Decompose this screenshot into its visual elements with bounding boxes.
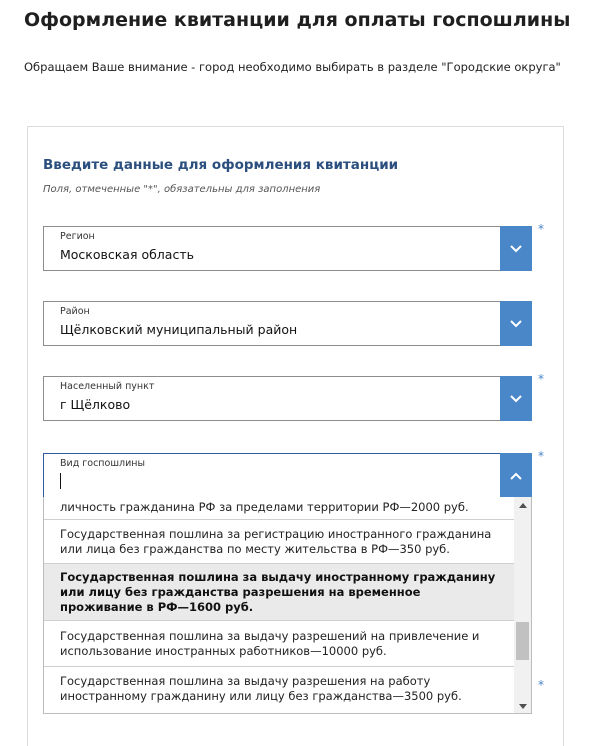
page-title: Оформление квитанции для оплаты госпошлины xyxy=(24,9,571,31)
locality-select[interactable] xyxy=(43,376,532,421)
dropdown-option-text: Государственная пошлина за регистрацию иностранного гражданина или лица без гражданства по месту жительства в РФ—350 руб. xyxy=(60,527,492,556)
fee-type-label: Вид госпошлины xyxy=(60,458,145,469)
dropdown-option-text: Государственная пошлина за выдачу разрешений на привлечение и использование иностранных работников—10000 руб. xyxy=(60,629,480,658)
chevron-down-icon xyxy=(510,320,522,328)
dropdown-option[interactable] xyxy=(44,520,514,564)
chevron-down-icon xyxy=(510,245,522,253)
chevron-down-icon xyxy=(510,395,522,403)
form-heading: Введите данные для оформления квитанции xyxy=(43,157,399,173)
notice-text: Обращаем Ваше внимание - город необходимо выбирать в разделе "Городские округа" xyxy=(24,60,561,74)
fee-type-dropdown-list[interactable] xyxy=(43,497,532,714)
locality-dropdown-button[interactable] xyxy=(500,376,532,421)
locality-label: Населенный пункт xyxy=(60,381,155,392)
scroll-down-arrow-icon[interactable] xyxy=(514,698,531,714)
dropdown-option-text: личность гражданина РФ за пределами территории РФ—2000 руб. xyxy=(60,500,469,514)
district-value: Щёлковский муниципальный район xyxy=(60,322,298,337)
region-required-mark: * xyxy=(538,222,544,236)
fee-type-select[interactable] xyxy=(43,453,532,498)
scrollbar-thumb[interactable] xyxy=(516,622,529,660)
district-label: Район xyxy=(60,306,90,317)
fee-type-required-mark: * xyxy=(538,449,544,463)
next-field-required-mark: * xyxy=(538,678,544,692)
text-caret xyxy=(60,473,61,489)
district-select[interactable] xyxy=(43,301,532,346)
region-label: Регион xyxy=(60,231,95,242)
locality-value: г Щёлково xyxy=(60,397,131,412)
region-dropdown-button[interactable] xyxy=(500,226,532,271)
locality-required-mark: * xyxy=(538,372,544,386)
dropdown-option[interactable] xyxy=(44,667,514,714)
dropdown-scrollbar[interactable] xyxy=(514,497,531,714)
dropdown-option-text: Государственная пошлина за выдачу разрешения на работу иностранному гражданину или лицу без гражданства—3500 руб. xyxy=(60,674,462,703)
region-value: Московская область xyxy=(60,247,194,262)
chevron-up-icon xyxy=(510,472,522,480)
region-select[interactable] xyxy=(43,226,532,271)
fee-type-dropdown-button[interactable] xyxy=(500,453,532,498)
district-dropdown-button[interactable] xyxy=(500,301,532,346)
scroll-up-arrow-icon[interactable] xyxy=(514,497,531,513)
required-hint: Поля, отмеченные "*", обязательны для заполнения xyxy=(43,184,321,195)
dropdown-option-highlighted[interactable] xyxy=(44,564,514,621)
dropdown-option[interactable] xyxy=(44,621,514,667)
dropdown-option[interactable] xyxy=(44,497,514,520)
dropdown-option-text: Государственная пошлина за выдачу иностранному гражданину или лицу без гражданства разрешения на временное проживание в РФ—1600 руб. xyxy=(60,570,496,614)
